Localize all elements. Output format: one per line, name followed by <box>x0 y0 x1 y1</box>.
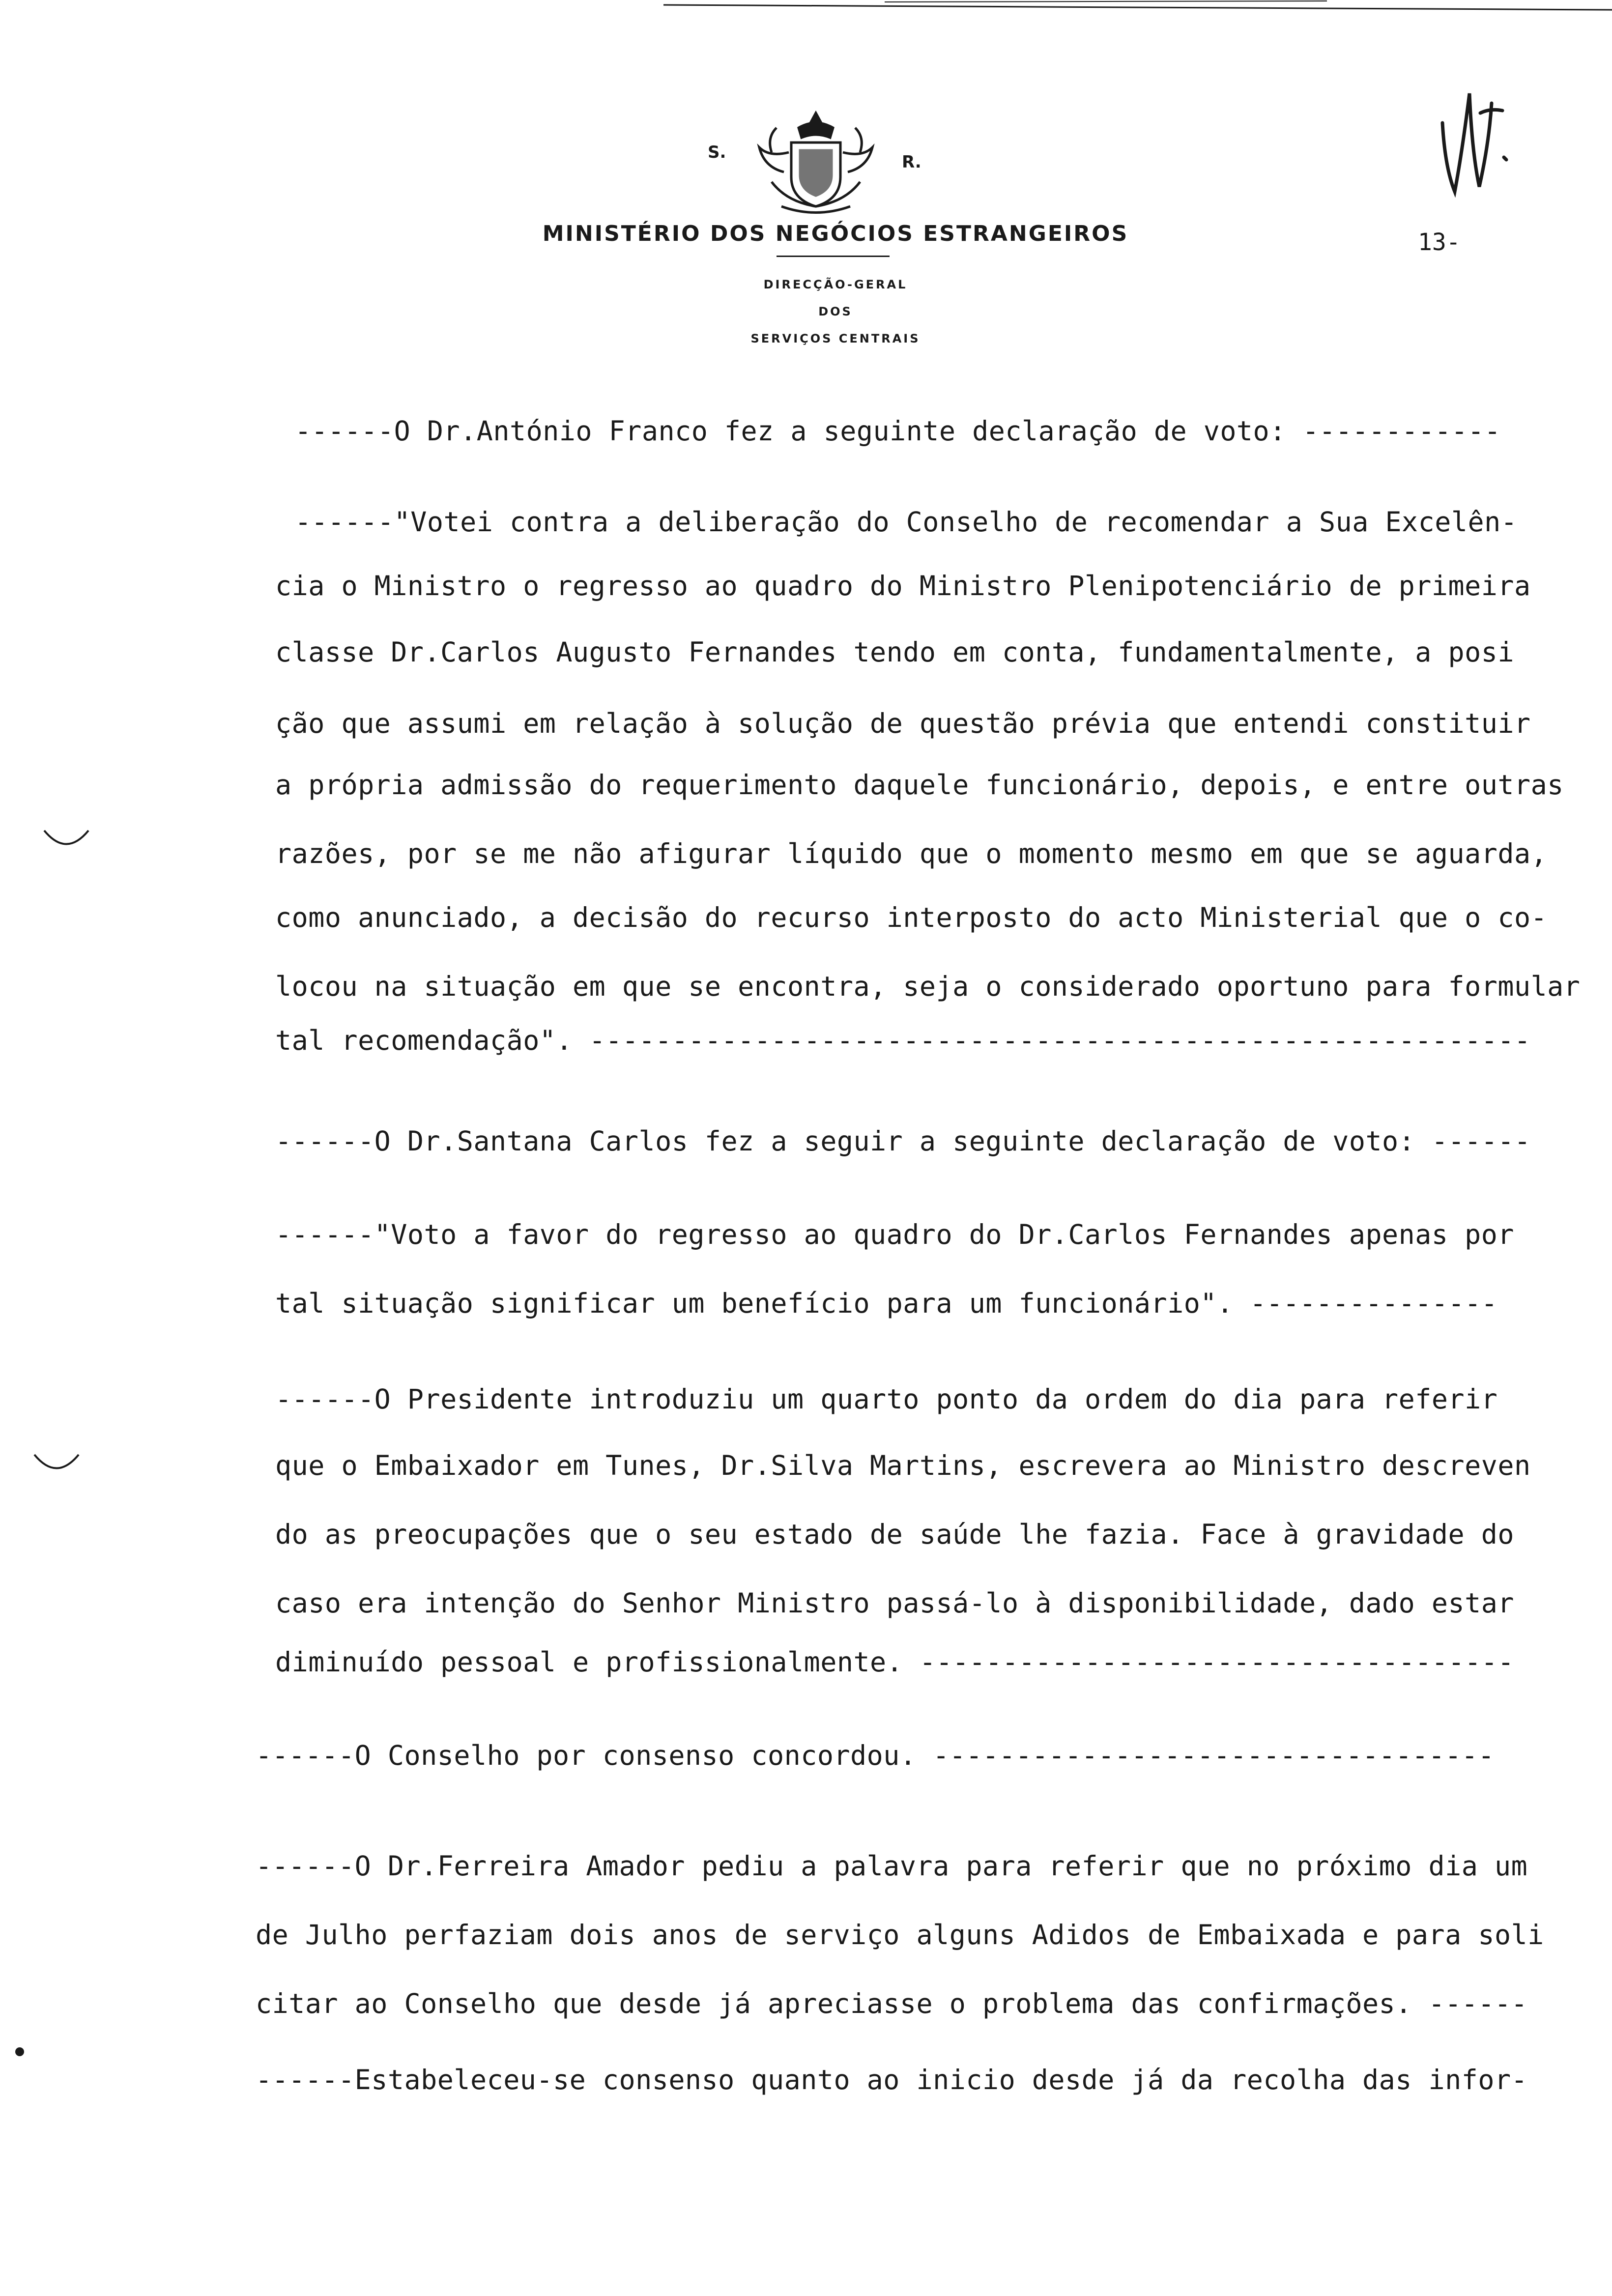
letterhead-divider <box>777 256 890 257</box>
text-line: ------O Conselho por consenso concordou. ---------------------------------- <box>256 1740 1495 1771</box>
text-line: tal recomendação". --------------------------------------------------------- <box>275 1025 1531 1056</box>
letterhead-right-initial: R. <box>902 152 921 172</box>
page-number: 13- <box>1418 229 1461 256</box>
text-line: ------Estabeleceu-se consenso quanto ao inicio desde já da recolha das infor- <box>256 2064 1528 2095</box>
text-line: razões, por se me não afigurar líquido que o momento mesmo em que se aguarda, <box>275 838 1548 869</box>
text-line: ------O Presidente introduziu um quarto ponto da ordem do dia para referir <box>275 1383 1498 1415</box>
ministry-name: MINISTÉRIO DOS NEGÓCIOS ESTRANGEIROS <box>542 221 1129 246</box>
letterhead-left-initial: S. <box>708 143 726 162</box>
handwritten-initials <box>1435 84 1519 206</box>
text-line: tal situação significar um benefício para um funcionário". --------------- <box>275 1288 1498 1319</box>
punch-hole-mark <box>29 1450 93 1479</box>
punch-hole-mark <box>39 826 98 855</box>
department-line-3: SERVIÇOS CENTRAIS <box>750 332 921 345</box>
text-line: citar ao Conselho que desde já apreciasse o problema das confirmações. ------ <box>256 1988 1528 2019</box>
text-line: que o Embaixador em Tunes, Dr.Silva Martins, escrevera ao Ministro descreven <box>275 1450 1531 1481</box>
text-line: ------"Votei contra a deliberação do Conselho de recomendar a Sua Excelên- <box>295 506 1518 538</box>
department-line-2: DOS <box>818 305 853 318</box>
text-line: cia o Ministro o regresso ao quadro do Ministro Plenipotenciário de primeira <box>275 570 1531 602</box>
text-line: locou na situação em que se encontra, seja o considerado oportuno para formular <box>275 971 1581 1002</box>
coat-of-arms-icon <box>742 108 890 216</box>
text-line: diminuído pessoal e profissionalmente. ------------------------------------ <box>275 1646 1514 1678</box>
department-line-1: DIRECÇÃO-GERAL <box>763 278 908 291</box>
text-line: do as preocupações que o seu estado de saúde lhe fazia. Face à gravidade do <box>275 1519 1514 1550</box>
text-line: de Julho perfaziam dois anos de serviço alguns Adidos de Embaixada e para soli <box>256 1919 1544 1951</box>
text-line: ------O Dr.António Franco fez a seguinte declaração de voto: ------------ <box>295 415 1501 447</box>
scan-speck <box>10 2039 29 2064</box>
letterhead <box>442 108 1229 364</box>
text-line: classe Dr.Carlos Augusto Fernandes tendo em conta, fundamentalmente, a posi <box>275 636 1514 668</box>
text-line: a própria admissão do requerimento daquele funcionário, depois, e entre outras <box>275 769 1564 801</box>
text-line: ------O Dr.Santana Carlos fez a seguir a seguinte declaração de voto: ------ <box>275 1125 1531 1157</box>
text-line: ------"Voto a favor do regresso ao quadro do Dr.Carlos Fernandes apenas por <box>275 1219 1514 1250</box>
text-line: ------O Dr.Ferreira Amador pediu a palavra para referir que no próximo dia um <box>256 1850 1528 1882</box>
text-line: como anunciado, a decisão do recurso interposto do acto Ministerial que o co- <box>275 902 1548 933</box>
text-line: caso era intenção do Senhor Ministro passá-lo à disponibilidade, dado estar <box>275 1587 1514 1619</box>
top-edge-rule <box>0 0 1612 15</box>
text-line: ção que assumi em relação à solução de questão prévia que entendi constituir <box>275 708 1531 739</box>
